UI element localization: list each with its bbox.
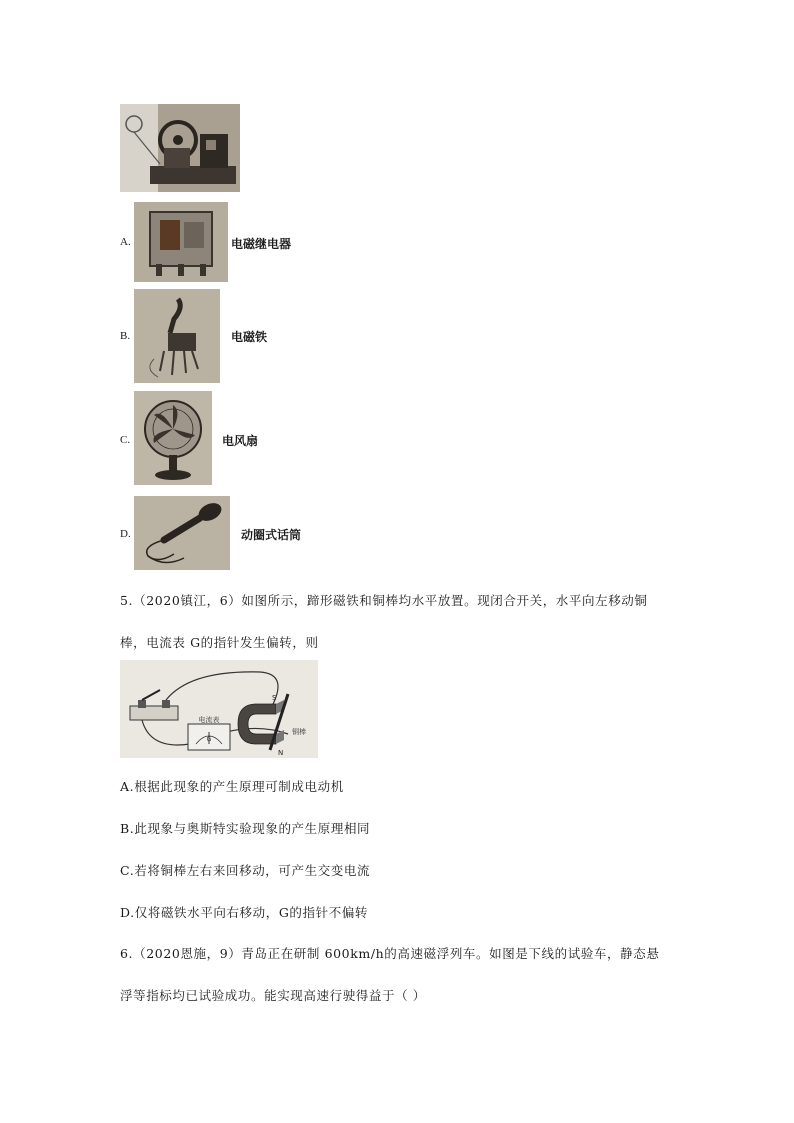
q5-choice-a: A.根据此现象的产生原理可制成电动机 (120, 779, 344, 794)
option-c-label: 电风扇 (222, 434, 259, 448)
electric-fan-image (134, 391, 212, 485)
option-d-letter: D. (120, 528, 131, 540)
option-a-letter: A. (120, 236, 131, 248)
option-b-label: 电磁铁 (231, 330, 268, 344)
relay-image (134, 202, 228, 282)
q5-choice-d: D.仅将磁铁水平向右移动，G的指针不偏转 (120, 905, 369, 920)
microphone-image (134, 496, 230, 570)
q5-line-1: 5.（2020镇江，6）如图所示，蹄形磁铁和铜棒均水平放置。现闭合开关，水平向左移动铜 (120, 593, 648, 608)
option-c-letter: C. (120, 434, 131, 446)
q5-choice-b: B.此现象与奥斯特实验现象的产生原理相同 (120, 821, 371, 836)
pole-n: N (278, 749, 284, 757)
option-d-label: 动圈式话筒 (241, 528, 302, 542)
meter-letter: G (206, 736, 212, 743)
option-a-label: 电磁继电器 (231, 237, 292, 251)
apparatus-photo (120, 104, 240, 192)
option-b-letter: B. (120, 330, 131, 342)
q5-line-2: 棒，电流表 G的指针发生偏转，则 (120, 635, 319, 650)
q6-line-1: 6.（2020恩施，9）青岛正在研制 600km/h的高速磁浮列车。如图是下线的试验车，静态悬 (120, 946, 660, 961)
q6-line-2: 浮等指标均已试验成功。能实现高速行驶得益于（ ） (120, 988, 426, 1003)
rod-label: 铜棒 (292, 728, 306, 736)
pole-s: S (272, 694, 277, 702)
ammeter-label: 电流表 (198, 716, 220, 724)
circuit-diagram (120, 660, 318, 758)
electromagnet-image (134, 289, 220, 383)
q5-choice-c: C.若将铜棒左右来回移动，可产生交变电流 (120, 863, 371, 878)
